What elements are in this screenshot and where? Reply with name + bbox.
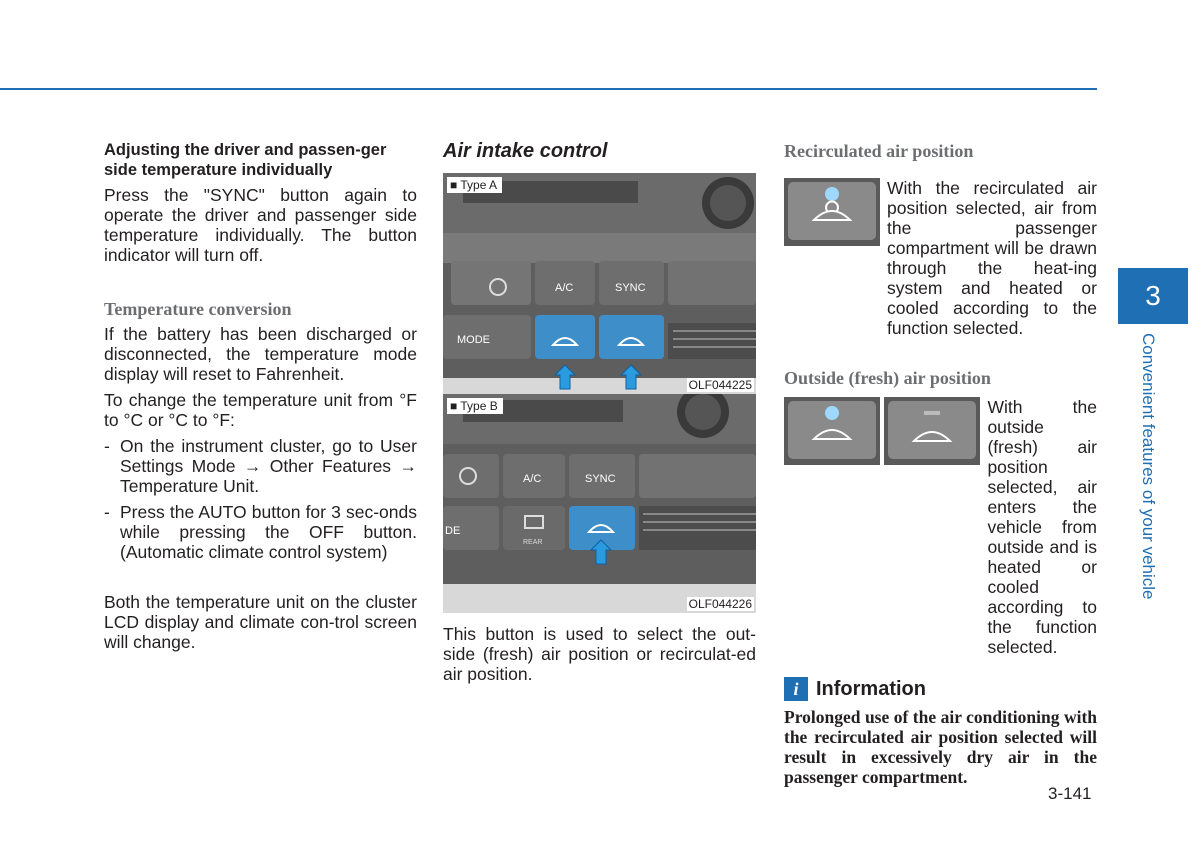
recirculated-block (784, 166, 1097, 338)
section-heading-recirculated: Recirculated air position (784, 141, 974, 161)
mode-button-label: MODE (457, 334, 490, 346)
recirculated-button-icon (784, 178, 880, 246)
information-header (784, 677, 1097, 701)
outside-block (784, 393, 1097, 657)
figure-label: ■ Type A (447, 177, 502, 193)
paragraph-recirculated: With the recirculated air position selected, air from the passenger compartment will be drawn through the heat-ing system and heated or cooled according to the function selected. (887, 178, 1097, 338)
section-heading-outside: Outside (fresh) air position (784, 368, 991, 388)
list-item: - Press the AUTO button for 3 sec-onds while pressing the OFF button. (Automatic climate control system) (104, 502, 417, 562)
page-number: 3-141 (1048, 784, 1092, 803)
section-heading-air-intake: Air intake control (443, 140, 608, 162)
ac-button-label: A/C (555, 282, 574, 294)
climate-panel-type-a-illustration (443, 173, 756, 394)
information-text: Prolonged use of the air conditioning with the recirculated air position selected will result in excessively dry air in the passenger compartment. (784, 707, 1097, 787)
chapter-tab: 3 (1118, 268, 1188, 324)
section-heading-individual-temp: Adjusting the driver and passen-ger side temperature individually (104, 141, 387, 179)
paragraph-sync: Press the "SYNC" button again to operate the driver and passenger side temperature individually. The button indicator will turn off. (104, 185, 417, 265)
section-heading-temp-conversion: Temperature conversion (104, 299, 292, 319)
steps-list (104, 436, 417, 562)
figure-type-b (443, 394, 756, 613)
figure-code: OLF044226 (688, 597, 752, 611)
ac-button-label: A/C (523, 473, 542, 485)
figure-code: OLF044225 (688, 378, 752, 392)
outside-button-icons (784, 397, 980, 657)
outside-air-off-icon (884, 397, 980, 465)
sync-button-label: SYNC (585, 473, 616, 485)
figure-label: ■ Type B (447, 398, 503, 414)
paragraph-outside: With the outside (fresh) air position selected, air enters the vehicle from outside and is heated or cooled according to the function selected. (987, 397, 1097, 657)
list-item: - On the instrument cluster, go to User Settings Mode → Other Features → Temperature Unit. (104, 436, 417, 496)
info-icon: i (784, 677, 808, 701)
rear-button-label: REAR (523, 539, 543, 546)
paragraph-both-units: Both the temperature unit on the cluster LCD display and climate con-trol screen will change. (104, 592, 417, 652)
header-rule (0, 88, 1097, 90)
paragraph-change-unit: To change the temperature unit from °F to °C or °C to °F: (104, 390, 417, 430)
information-title: Information (816, 677, 926, 700)
sync-button-label: SYNC (615, 282, 646, 294)
column-right (784, 140, 1097, 787)
climate-panel-type-b-illustration (443, 394, 756, 613)
chapter-title: Convenient features of your vehicle (1139, 333, 1158, 600)
paragraph-air-intake: This button is used to select the out-side (fresh) air position or recirculat-ed air position. (443, 624, 756, 684)
mode-button-label: DE (445, 525, 461, 537)
outside-air-lit-icon (784, 397, 880, 465)
figure-type-a (443, 173, 756, 394)
column-middle (443, 140, 756, 684)
column-left (104, 140, 417, 652)
paragraph-battery: If the battery has been discharged or disconnected, the temperature mode display will reset to Fahrenheit. (104, 324, 417, 384)
